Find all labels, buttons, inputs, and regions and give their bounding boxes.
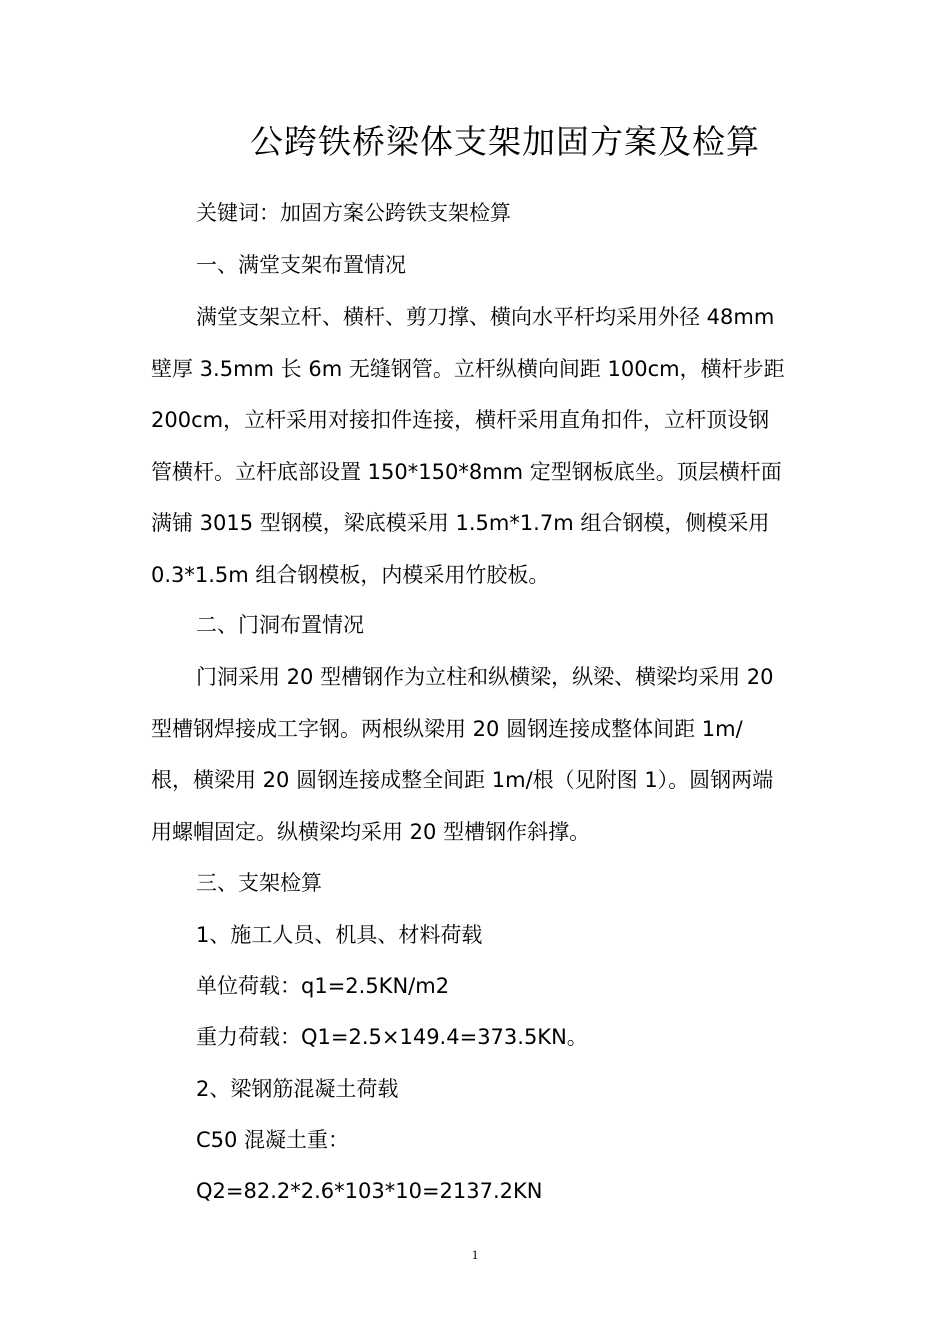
c50-label: C50 混凝土重： (196, 1128, 350, 1152)
section-1-line: 满铺 3015 型钢模，梁底模采用 1.5m*1.7m 组合钢模，侧模采用 (151, 511, 770, 535)
section-2-body (151, 652, 811, 858)
section-2-line: 用螺帽固定。纵横梁均采用 20 型槽钢作斜撑。 (151, 819, 591, 844)
section-1-line: 200cm，立杆采用对接扣件连接，横杆采用直角扣件，立杆顶设钢 (151, 408, 770, 432)
unit-load-line: 单位荷载：q1=2.5KN/m2 (196, 974, 450, 998)
subsection-1-heading: 1、施工人员、机具、材料荷载 (196, 923, 483, 947)
subsection-2-heading: 2、梁钢筋混凝土荷载 (196, 1077, 399, 1101)
section-1-body (151, 292, 811, 601)
page-title: 公跨铁桥梁体支架加固方案及检算 (250, 122, 760, 161)
keywords-line: 关键词：加固方案公跨铁支架检算 (196, 201, 511, 225)
section-2-heading: 二、门洞布置情况 (196, 613, 364, 637)
section-1-line: 管横杆。立杆底部设置 150*150*8mm 定型钢板底坐。顶层横杆面 (151, 459, 782, 484)
section-2-line: 型槽钢焊接成工字钢。两根纵梁用 20 圆钢连接成整体间距 1m/ (151, 716, 743, 741)
section-2-line: 门洞采用 20 型槽钢作为立柱和纵横梁，纵梁、横梁均采用 20 (196, 665, 774, 689)
section-2-line: 根，横梁用 20 圆钢连接成整全间距 1m/根（见附图 1）。圆钢两端 (151, 768, 774, 792)
section-1-heading: 一、满堂支架布置情况 (196, 253, 406, 277)
section-3-heading: 三、支架检算 (196, 871, 322, 895)
section-1-line: 壁厚 3.5mm 长 6m 无缝钢管。立杆纵横向间距 100cm，横杆步距 (151, 356, 785, 381)
page-number: 1 (471, 1247, 479, 1262)
gravity-load-line: 重力荷载：Q1=2.5×149.4=373.5KN。 (196, 1025, 588, 1049)
section-1-line: 满堂支架立杆、横杆、剪刀撑、横向水平杆均采用外径 48mm (196, 305, 775, 329)
q2-formula: Q2=82.2*2.6*103*10=2137.2KN (196, 1179, 543, 1203)
section-1-line: 0.3*1.5m 组合钢模板，内模采用竹胶板。 (151, 562, 550, 587)
